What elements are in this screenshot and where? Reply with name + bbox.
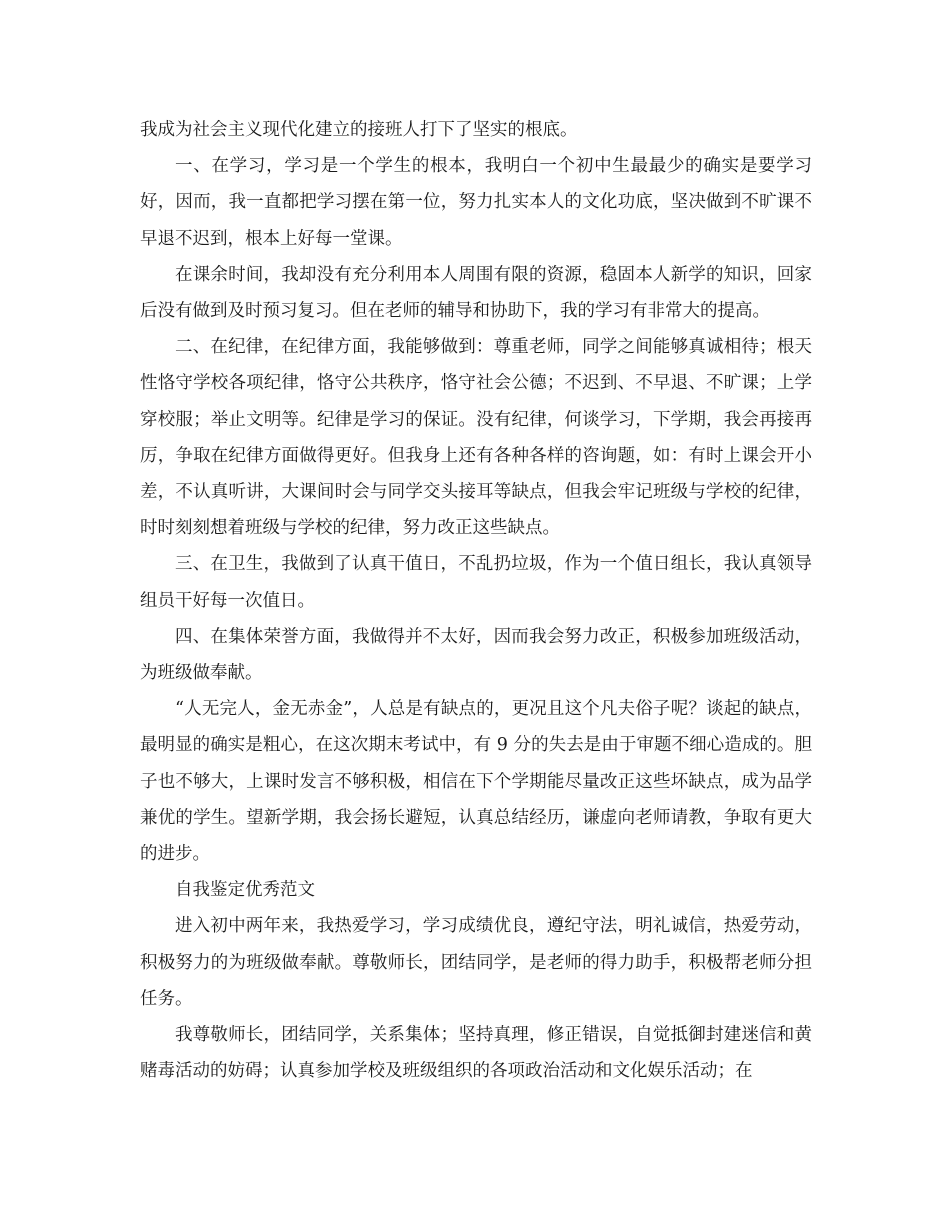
paragraph-after-class: 在课余时间，我却没有充分利用本人周围有限的资源，稳固本人新学的知识，回家后没有做到及时预习复习。但在老师的辅导和协助下，我的学习有非常大的提高。 xyxy=(140,264,812,322)
section-heading: 自我鉴定优秀范文 xyxy=(175,880,315,901)
paragraph-study: 一、在学习，学习是一个学生的根本，我明白一个初中生最最少的确实是要学习好，因而，我一直都把学习摆在第一位，努力扎实本人的文化功底，坚决做到不旷课不早退不迟到，根本上好每一堂课。 xyxy=(140,156,812,249)
paragraph-junior-high: 进入初中两年来，我热爱学习，学习成绩优良，遵纪守法，明礼诚信，热爱劳动，积极努力的为班级做奉献。尊敬师长，团结同学，是老师的得力助手，积极帮老师分担任务。 xyxy=(140,916,812,1009)
paragraph-collective-honor: 四、在集体荣誉方面，我做得并不太好，因而我会努力改正，积极参加班级活动，为班级做奉献。 xyxy=(140,626,812,684)
paragraph-shortcomings: “人无完人，金无赤金”，人总是有缺点的，更况且这个凡夫俗子呢？谈起的缺点，最明显的确实是粗心，在这次期末考试中，有 9 分的失去是由于审题不细心造成的。胆子也不够大，上课时发言不够积极，相信在下个学期能尽量改正这些坏缺点，成为品学兼优的学生。望新学期，我会扬长避短，认真总结经历，谦虚向老师请教，争取有更大的进步。 xyxy=(140,699,812,865)
paragraph-1: 我成为社会主义现代化建立的接班人打下了坚实的根底。 xyxy=(140,120,578,140)
paragraph-discipline: 二、在纪律，在纪律方面，我能够做到：尊重老师，同学之间能够真诚相待；根天性恪守学校各项纪律，恪守公共秩序，恪守社会公德；不迟到、不早退、不旷课；上学穿校服；举止文明等。纪律是学习的保证。没有纪律，何谈学习，下学期，我会再接再厉，争取在纪律方面做得更好。但我身上还有各种各样的咨询题，如：有时上课会开小差，不认真听讲，大课间时会与同学交头接耳等缺点，但我会牢记班级与学校的纪律，时时刻刻想着班级与学校的纪律，努力改正这些缺点。 xyxy=(140,337,812,539)
paragraph-hygiene: 三、在卫生，我做到了认真干值日，不乱扔垃圾，作为一个值日组长，我认真领导组员干好每一次值日。 xyxy=(140,554,812,611)
paragraph-respect-teachers: 我尊敬师长，团结同学，关系集体；坚持真理，修正错误，自觉抵御封建迷信和黄赌毒活动的妨碍；认真参加学校及班级组织的各项政治活动和文化娱乐活动；在 xyxy=(140,1025,812,1082)
document-body xyxy=(140,112,812,1089)
